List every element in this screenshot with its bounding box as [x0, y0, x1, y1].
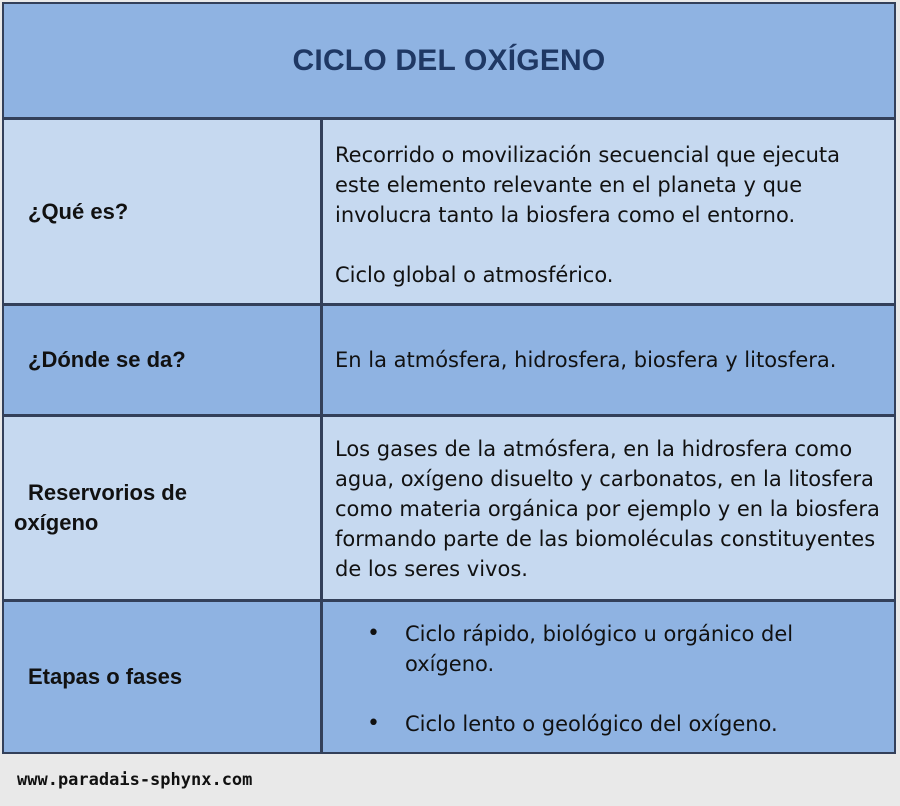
row-label-line: Reservorios de [28, 480, 187, 505]
website-footer: www.paradais-sphynx.com [17, 770, 253, 790]
table-title-row [4, 4, 894, 120]
row-content [323, 602, 894, 752]
table-row-reservorios [4, 417, 894, 602]
row-content [323, 417, 894, 599]
list-item [335, 619, 845, 679]
row-content-paragraph: En la atmósfera, hidrosfera, biosfera y litosfera. [335, 348, 837, 372]
row-content-paragraph: Recorrido o movilización secuencial que ejecuta este elemento relevante en el planeta y que involucra tanto la biosfera como el entorno. [335, 143, 840, 227]
table-row-etapas [4, 602, 894, 752]
table-title: CICLO DEL OXÍGENO [292, 43, 606, 77]
row-content [323, 120, 894, 303]
row-label-line: oxígeno [14, 510, 99, 535]
table-row-que-es [4, 120, 894, 306]
row-label: ¿Dónde se da? [4, 306, 323, 414]
bullet-icon: • [367, 621, 380, 646]
bullet-icon: • [367, 711, 380, 736]
row-content-paragraph: Ciclo global o atmosférico. [335, 263, 614, 287]
row-label: Etapas o fases [4, 602, 323, 752]
row-content-paragraph: Los gases de la atmósfera, en la hidrosfera como agua, oxígeno disuelto y carbonatos, en la litosfera como materia orgánica por ejemplo y en la biosfera formando parte de las biomoléculas constituyentes de los seres vivos. [335, 437, 880, 581]
list-item-text: Ciclo lento o geológico del oxígeno. [405, 712, 778, 736]
list-item [335, 709, 894, 739]
list-item-text: Ciclo rápido, biológico u orgánico del oxígeno. [405, 622, 794, 676]
row-label: ¿Qué es? [4, 120, 323, 303]
row-content [323, 306, 894, 414]
table-row-donde [4, 306, 894, 417]
oxygen-cycle-table [2, 2, 896, 754]
stages-list [335, 619, 894, 739]
row-label [4, 417, 323, 599]
